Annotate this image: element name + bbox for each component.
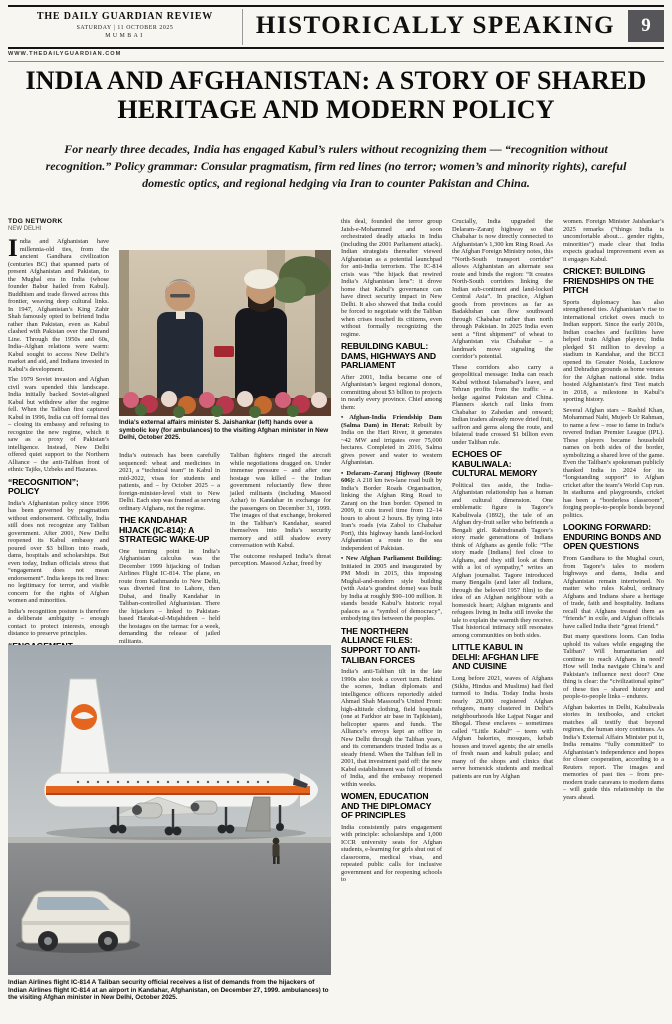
paragraph-text: India’s Afghanistan policy since 1996 has been governed by pragmatism without endorsement. Officially, India still does not recognize any Taliban government. After 2001, New Delhi reopened its Kabul embassy and poured over $3 billion into roads, dams, hospitals and scholarships. But even today, Indian officials stress that “engagement does not mean endorsement”. India keeps its red lines: no legitimacy for terror, and visible concern for the rights of Afghan women and minorities. bbox=[8, 499, 109, 605]
article-paragraph bbox=[563, 407, 664, 520]
page-number-badge: 9 bbox=[628, 10, 664, 42]
paragraph-text: One turning point in India’s Afghanistan calculus was the December 1999 hijacking of Indian Airlines Flight IC-814. The plane, en route from Kathmandu to New Delhi, was diverted first to Lahore, then Dubai, and finally Kandahar in Taliban-controlled Afghanistan. There the hijackers – linked to Pakistan-based Harakat-ul-Mujahideen – held the hostages on the tarmac for a week, demanding the release of jailed militants. bbox=[119, 547, 220, 645]
website-url: WWW.THEDAILYGUARDIAN.COM bbox=[8, 51, 122, 57]
drop-cap: I bbox=[8, 235, 18, 262]
article-paragraph bbox=[8, 235, 109, 373]
paragraph-text: Rebuilt by India on the Hari River, it generates ~42 MW and irrigates over 75,000 hectares. Completed in 2016, Salma gives power and water to western Afghanistan. bbox=[341, 421, 443, 467]
paragraph-text: Taliban fighters ringed the aircraft while negotiations dragged on. Under immense pressure – and after one hostage was killed – the Indian government reluctantly flew three jailed militants (including Masood Azhar) to Kandahar in exchange for the passengers on December 31, 1999. The images of that exchange, brokered in the Taliban’s Kandahar, seared themselves into India’s security memory and still shadow every conversation with Kabul. bbox=[230, 452, 331, 549]
article-paragraph bbox=[452, 482, 553, 640]
symbolic-key bbox=[214, 346, 234, 357]
paragraph-text: women. Foreign Minister Jaishankar’s 2025 remarks (“things India is uncomfortable about… gender rights, minorities”) made clear that India expects gradual improvement even as it engages Kabul. bbox=[563, 218, 664, 263]
byline bbox=[8, 218, 109, 232]
article-paragraph bbox=[8, 608, 109, 638]
paragraph-text: this deal, founded the terror group Jaish-e-Mohammed and soon orchestrated deadly attacks in India (including the 2001 Parliament attack). Indian strategists thereafter viewed Afghanistan as a potential launchpad for anti-India terrorism. The IC-814 crisis was “the hijack that rewired India’s Afghanistan lens”: it drove home that Kabul’s governance can have direct security impact in New Delhi. It also showed that India could be forced to negotiate with the Taliban when crises touched its citizens, even without formally recognizing the regime. bbox=[341, 218, 442, 338]
paragraph-text: Crucially, India upgraded the Delaram–Zaranj highway so that Chabahar is now directly connected to Afghanistan’s 1,300 km Ring Road. As the Afghan Foreign Ministry notes, this “North-South transport corridor” allows Afghanistan an alternate sea route and binds the region: “It creates North-South corridors linking the Indian sub-continent and land-locked Central Asia”. In practice, Afghan goods from provinces as far as Badakhshan can flow southward through Chabahar rather than north through Pakistan. In 2025 India even sent a “first shipment” of wheat to Afghanistan via Chabahar – a landmark move signaling the corridor’s potential. bbox=[452, 218, 553, 360]
hijack-photo-caption: Indian Airlines flight IC-814 A Taliban security official receives a list of demands from the hijackers of Indian Airlines flight IC-814 at an airport in Kandahar, Afghanistan, on December 27, 1999. ambulances) to the visiting Afghan minister in New Delhi, October 2025. bbox=[8, 979, 329, 1002]
article-column-6 bbox=[563, 218, 664, 1012]
standfirst: For nearly three decades, India has engaged Kabul’s rulers without recognizing them — “recognition without recognition.” Policy grammar: Consular pragmatism, firm red lines (no terror; women’s and minority rights), careful domestic optics, and regional hedging via Iran to counter Pakistan and China. bbox=[45, 142, 627, 191]
paragraph-text: Political ties aside, the India–Afghanistan relationship has a human and cultural dimension. One emblematic figure is Tagore’s Kabuliwala (1892), the tale of an Afghan dry-fruit seller who befriends a Bengali girl. Rabindranath Tagore’s story made generations of Indians think of Afghans as gentle folk: “The story made [Indians] feel close to Afghans, and they still look at them with a lot of sympathy,” writes an Afghan journalist. Tagore introduced many Bengalis (and later all Indians, through the beloved 1957 film) to the idea of an Afghan neighbour with a homesick heart; Afghan migrants and refugees living in India still invoke the tale to explain the warmth they receive. That historical intimacy still resonates among communities on both sides. bbox=[452, 481, 553, 639]
article-paragraph bbox=[563, 633, 664, 701]
paragraph-text: Long before 2021, waves of Afghans (Sikhs, Hindus and Muslims) had fled turmoil to India. Today India hosts nearly 20,000 registered Afghan refugees, many clustered in Delhi’s neighbourhoods like Lajpat Nagar and Bhogal. These enclaves – sometimes called “Little Kabul” – teem with Afghan bakeries, mosques, kebab houses and travel agents; the air smells of fresh naan and kabuli pulao; and many of the shops and clinics that serve homesick students and medical patients are run by Afghan bbox=[452, 675, 553, 780]
article-paragraph bbox=[563, 218, 664, 263]
paragraph-text: The outcome reshaped India’s threat perception. Masood Azhar, freed by bbox=[230, 552, 331, 567]
paragraph-text: The 1979 Soviet invasion and Afghan civil wars upended this landscape. India initially backed Soviet-aligned Kabul but withdrew after the regime fell. When the Taliban first captured Kabul in 1996, India cut off formal ties – closing its embassy and refusing to recognize the new regime, which it saw as a proxy of Pakistan’s intelligence. Instead, New Delhi offered quiet support to the Northern Alliance – the anti-Taliban front of ethnic Tajiks, Uzbeks and Hazaras. bbox=[8, 376, 109, 473]
article-column-3 bbox=[230, 452, 331, 642]
paragraph-text: India’s recognition posture is therefore a deliberate ambiguity – enough contact to protect interests, enough distance to preserve principles. bbox=[8, 607, 109, 638]
byline-agency: TDG NETWORK bbox=[8, 218, 63, 225]
paragraph-text: India consistently pairs engagement with principle: scholarships and 1,000 ICCR university seats for Afghan students, e-learning for girls shut out of classrooms, medical visas, and repeated public calls for inclusive government and for reopening schools to bbox=[341, 823, 442, 884]
article-paragraph bbox=[8, 500, 109, 605]
paper-name: THE DAILY GUARDIAN REVIEW bbox=[36, 11, 214, 22]
bullet-lead: • Afghan-India Friendship Dam (Salma Dam) in Herat: bbox=[341, 414, 442, 429]
paragraph-text: From Gandhara to the Mughal court, from Tagore’s tales to modern highways and dams, India and Afghanistan remain intertwined. No matter who rules Kabul, ordinary Afghans and Indians share a heritage of trade, faith and hospitality. Indians recall that Afghans treated them as “friends” in exile, and Afghan officials have called India their “great friend.” bbox=[563, 555, 664, 630]
masthead bbox=[8, 9, 664, 45]
section-heading: WOMEN, EDUCATION AND THE DIPLOMACY OF PRINCIPLES bbox=[341, 791, 432, 821]
paragraph-text: India’s outreach has been carefully sequenced: wheat and medicines in 2021, a “technical team” in Kabul in mid-2022, visas for students and patients, and – by October 2025 – a foreign-minister-level visit to New Delhi. Each step was framed as serving ordinary Afghans, not the regime. bbox=[119, 452, 220, 512]
article-paragraph bbox=[341, 374, 442, 412]
section-heading: REBUILDING KABUL: DAMS, HIGHWAYS AND PARLIAMENT bbox=[341, 341, 436, 371]
article-paragraph bbox=[341, 414, 442, 467]
masthead-left-block bbox=[8, 9, 243, 45]
section-heading: LOOKING FORWARD: ENDURING BONDS AND OPEN QUESTIONS bbox=[563, 522, 662, 552]
bullet-lead: • Delaram–Zaranj Highway (Route 606): bbox=[341, 469, 442, 485]
byline-location: NEW DELHI bbox=[8, 226, 42, 232]
hairline-rule bbox=[8, 61, 664, 62]
article-paragraph bbox=[341, 824, 442, 884]
article-column-1 bbox=[8, 218, 109, 642]
article-paragraph bbox=[341, 470, 442, 553]
article-paragraph bbox=[119, 548, 220, 646]
hijack-photo bbox=[8, 645, 331, 975]
article-column-5 bbox=[452, 218, 553, 1012]
top-rule bbox=[8, 5, 664, 7]
section-heading: THE NORTHERN ALLIANCE FILES: SUPPORT TO ANTI-TALIBAN FORCES bbox=[341, 625, 421, 665]
section-heading: THE KANDAHAR HIJACK (IC-814): A STRATEGIC WAKE-UP bbox=[119, 515, 210, 545]
article-paragraph bbox=[8, 376, 109, 474]
hijack-illustration bbox=[8, 645, 331, 975]
section-heading: LITTLE KABUL IN DELHI: AFGHAN LIFE AND CUISINE bbox=[452, 642, 539, 672]
paragraph-text: But many questions loom. Can India uphold its values while engaging the Taliban? Will humanitarian aid continue to reach Afghans in need? How will India navigate China’s and Pakistan’s influence next door? One thing is clear: the “civilizational spine” of these ties – shared history and people-to-people links – endures. bbox=[563, 633, 664, 701]
article-paragraph bbox=[341, 555, 442, 623]
paragraph-text: Initiated in 2005 and inaugurated by PM Modi in 2015, this imposing Mughal-and-modern style building (with Asia’s grandest dome) was built by India at roughly $90–100 million. It stands beside Kabul’s historic royal palaces as a “symbol of democracy”, embodying ties between the peoples. bbox=[341, 562, 442, 623]
section-title: HISTORICALLY SPEAKING bbox=[255, 12, 616, 39]
article-paragraph bbox=[341, 218, 442, 338]
article-paragraph bbox=[230, 553, 331, 568]
article-paragraph bbox=[119, 452, 220, 512]
page-headline: INDIA AND AFGHANISTAN: A STORY OF SHARED HERITAGE AND MODERN POLICY bbox=[25, 66, 647, 125]
paragraph-text: Several Afghan stars – Rashid Khan, Mohammad Nabi, Mujeeb Ur Rahman, to name a few – rose to fame in India’s revered Indian Premier League (IPL). These players became household names on both sides of the border, symbolizing a shared love of the game. Even the Taliban’s spokesman publicly thanked India in 2024 for its “longstanding support” to Afghan cricket after the team’s World Cup run. In stadiums and playgrounds, cricket has been a “borderless classroom”, forging people-to-people bonds beyond politics. bbox=[563, 406, 664, 519]
date-line: SATURDAY | 11 OCTOBER 2025 bbox=[76, 25, 174, 31]
article-paragraph bbox=[563, 704, 664, 802]
ministers-illustration bbox=[119, 250, 331, 416]
section-heading: ECHOES OF KABULIWALA: CULTURAL MEMORY bbox=[452, 449, 538, 479]
paragraph-text: A 218 km two-lane road built by India’s Border Roads Organisation, linking the Afghan Ring Road to Zaranj on the Iran border. Opened in 2009, it cuts travel time from 12–14 hours to about 2 hours. By tying into Iran’s roads (via Zabol to Chabahar Port), this highway hands land-locked Afghanistan a route to the sea independent of Pakistan. bbox=[341, 477, 442, 552]
article-paragraph bbox=[563, 555, 664, 630]
paragraph-text: Sports diplomacy has also strengthened ties. Afghanistan’s rise to international cricket owes much to Indian support. Since the early 2010s, Indian coaches and facilities have helped train Afghan players; India pledged $1 million to develop a stadium in Kandahar, and the BCCI opened its Greater Noida, Lucknow and Dehradun grounds as home venues for the Afghan national side. India hosted Afghanistan’s first Test match in 2018, a milestone in Kabul’s sporting history. bbox=[563, 298, 664, 404]
ministers-photo bbox=[119, 250, 331, 416]
article-paragraph bbox=[452, 218, 553, 361]
city-line: MUMBAI bbox=[105, 33, 145, 39]
article-paragraph bbox=[452, 364, 553, 447]
paragraph-text: India’s anti-Taliban tilt in the late 1990s also took a covert turn. Behind the scenes, Indian diplomats and intelligence officers reportedly aided Ahmad Shah Massoud’s United Front: high-altitude clothing, field hospitals (one at Farkhor air base in Tajikistan), helicopter spares and funds. The Alliance’s envoys kept an office in New Delhi through the Taliban years, and its commanders trusted India as a steady friend. When the Taliban fell in 2001, that investment paid off: the new Kabul establishment was full of friends of India, and the embassy reopened within weeks. bbox=[341, 668, 442, 788]
article-paragraph bbox=[563, 299, 664, 404]
paragraph-text: ndia and Afghanistan have millennia-old ties, from the ancient Gandhara civilization (centuries BC) that spanned parts of present Afghanistan and Pakistan, to the Mughal era in India (whose founder Babur hailed from Kabul). Buddhism and trade flowed across this frontier, weaving deep cultural links. In 1947, Afghanistan’s King Zahir Shah famously opted to befriend India rather than Pakistan, even as Kabul clashed with Pakistan over the Durand Line. Through the 1950s and 60s, India–Afghan relations were warm: Kabul sought to access New Delhi’s market and aid, and Indians invested in Kabul’s development. bbox=[8, 238, 109, 373]
paragraph-text: These corridors also carry a geopolitical message: India can reach Kabul without Islamabad’s leave, and Tehran profits from the traffic – a hedge against Pakistan and China. Planners sketch rail links from Chabahar to Zahedan and onward; Indian traders already move dried fruit, saffron and gems along the route, and bilateral trade crossed $1 billion even under Taliban rule. bbox=[452, 363, 553, 446]
paragraph-text: Afghan bakeries in Delhi, Kabuliwala stories in textbooks, and cricket matches all testify that beyond regimes, the human story continues. As India’s External Affairs Minister put it, India remains “fully committed” to Afghanistan’s independence and hopes for closer cooperation, according to a Reuters report. The images and memories of past ties – from pre-modern trade caravans to modern dams – will guide this relationship in the years ahead. bbox=[563, 703, 664, 801]
ministers-photo-caption: India’s external affairs minister S. Jaishankar (left) hands over a symbolic key (for ambulances) to the visiting Afghan minister in New Delhi, October 2025. bbox=[119, 419, 329, 442]
section-heading: CRICKET: BUILDING FRIENDSHIPS ON THE PITCH bbox=[563, 266, 654, 296]
paragraph-text: After 2001, India became one of Afghanistan’s largest regional donors, committing about $3 billion to projects in nearly every province. Chief among them: bbox=[341, 373, 442, 411]
section-heading: “RECOGNITION”; POLICY bbox=[8, 476, 79, 497]
article-paragraph bbox=[452, 675, 553, 780]
article-column-2 bbox=[119, 452, 220, 645]
article-paragraph bbox=[230, 452, 331, 550]
article-column-4 bbox=[341, 218, 442, 1012]
masthead-rule bbox=[8, 47, 664, 49]
bullet-lead: • New Afghan Parliament Building: bbox=[341, 555, 442, 563]
article-paragraph bbox=[341, 668, 442, 788]
